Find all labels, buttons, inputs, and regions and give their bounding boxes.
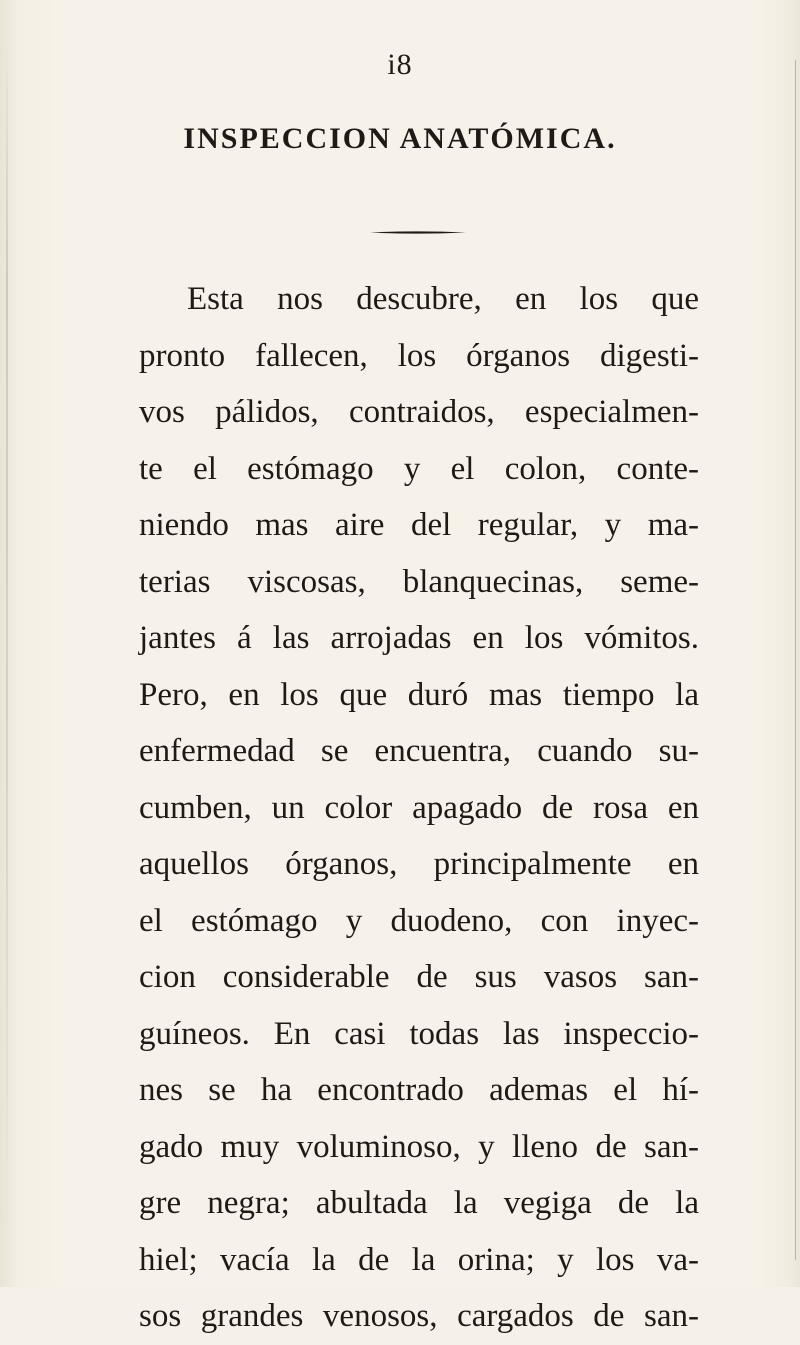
- page-edge: [795, 60, 796, 1260]
- text-line: te el estómago y el colon, conte-: [139, 450, 699, 487]
- text-line: guíneos. En casi todas las inspeccio-: [139, 1015, 699, 1052]
- text-line: pronto fallecen, los órganos digesti-: [139, 337, 699, 374]
- binding-shadow: [6, 40, 8, 1240]
- text-line: Esta nos descubre, en los que: [187, 281, 699, 317]
- text-line: hiel; vacía la de la orina; y los va-: [139, 1241, 699, 1278]
- text-line: el estómago y duodeno, con inyec-: [139, 902, 699, 939]
- text-line: terias viscosas, blanquecinas, seme-: [139, 563, 699, 600]
- text-line: aquellos órganos, principalmente en: [139, 846, 699, 882]
- text-line: niendo mas aire del regular, y ma-: [139, 507, 699, 543]
- ornamental-rule: [370, 230, 466, 233]
- text-line: nes se ha encontrado ademas el hí-: [139, 1072, 699, 1108]
- text-line: enfermedad se encuentra, cuando su-: [139, 733, 699, 769]
- section-title: INSPECCION ANATÓMICA.: [183, 122, 617, 155]
- body-paragraph: [139, 271, 699, 1345]
- text-line: Pero, en los que duró mas tiempo la: [139, 676, 699, 713]
- text-line: cion considerable de sus vasos san-: [139, 959, 699, 995]
- text-line: cumben, un color apagado de rosa en: [139, 789, 699, 826]
- page-number: i8: [387, 48, 413, 81]
- text-line: vos pálidos, contraidos, especialmen-: [139, 394, 699, 430]
- text-line: sos grandes venosos, cargados de san-: [139, 1298, 699, 1334]
- text-line: jantes á las arrojadas en los vómitos.: [139, 620, 699, 656]
- text-line: gado muy voluminoso, y lleno de san-: [139, 1128, 699, 1165]
- text-line: gre negra; abultada la vegiga de la: [139, 1185, 699, 1221]
